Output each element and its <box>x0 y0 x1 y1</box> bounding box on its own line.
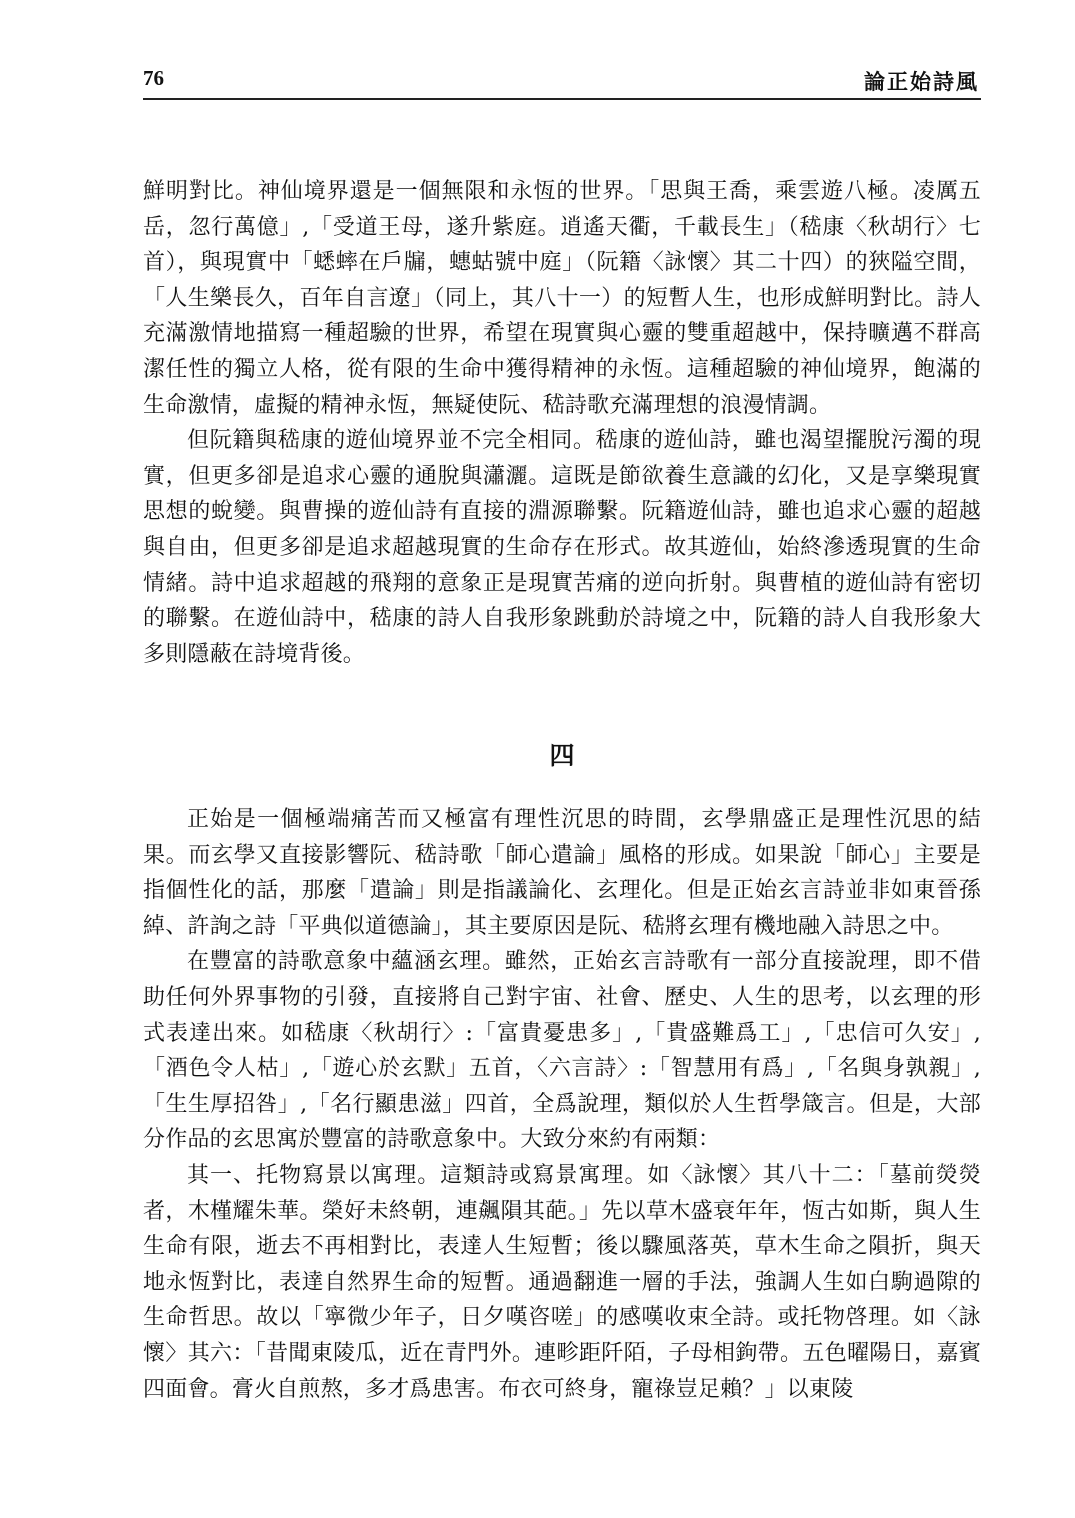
paragraph-4: 在豐富的詩歌意象中蘊涵玄理。雖然，正始玄言詩歌有一部分直接說理，即不借助任何外界事物的引發，直接將自己對宇宙、社會、歷史、人生的思考，以玄理的形式表達出來。如嵇康〈秋胡行〉:「富貴憂患多」,「貴盛難爲工」,「忠信可久安」,「酒色令人枯」,「遊心於玄默」五首，〈六言詩〉:「智慧用有爲」,「名與身孰親」,「生生厚招咎」,「名行顯患滋」四首，全爲說理，類似於人生哲學箴言。但是，大部分作品的玄思寓於豐富的詩歌意象中。大致分來約有兩類： <box>143 949 981 1153</box>
section-heading: 四 <box>549 741 575 770</box>
running-title: 論正始詩風 <box>864 69 979 94</box>
body-section-upper <box>143 174 981 672</box>
paragraph-3: 正始是一個極端痛苦而又極富有理性沉思的時間，玄學鼎盛正是理性沉思的結果。而玄學又直接影響阮、嵇詩歌「師心遣論」風格的形成。如果說「師心」主要是指個性化的話，那麼「遣論」則是指議論化、玄理化。但是正始玄言詩並非如東晉孫綽、許詢之詩「平典似道德論」，其主要原因是阮、嵇將玄理有機地融入詩思之中。 <box>143 807 981 939</box>
body-section-lower <box>143 802 981 1407</box>
paragraph-2: 但阮籍與嵇康的遊仙境界並不完全相同。嵇康的遊仙詩，雖也渴望擺脫污濁的現實，但更多卻是追求心靈的通脫與瀟灑。這既是節欲養生意識的幻化，又是享樂現實思想的蛻變。與曹操的遊仙詩有直接的淵源聯繫。阮籍遊仙詩，雖也追求心靈的超越與自由，但更多卻是追求超越現實的生命存在形式。故其遊仙，始終滲透現實的生命情緒。詩中追求超越的飛翔的意象正是現實苦痛的逆向折射。與曹植的遊仙詩有密切的聯繫。在遊仙詩中，嵇康的詩人自我形象跳動於詩境之中，阮籍的詩人自我形象大多則隱蔽在詩境背後。 <box>143 428 981 667</box>
page-header <box>143 64 981 100</box>
paragraph-5: 其一、托物寫景以寓理。這類詩或寫景寓理。如〈詠懷〉其八十二：「墓前熒熒者，木槿耀朱華。榮好未終朝，連飆隕其葩。」先以草木盛衰年年，恆古如斯，與人生生命有限，逝去不再相對比，表達人生短暫；後以驟風落英，草木生命之隕折，與天地永恆對比，表達自然界生命的短暫。通過翻進一層的手法，強調人生如白駒過隙的生命哲思。故以「寧微少年子，日夕嘆咨嗟」的感嘆收束全詩。或托物啓理。如〈詠懷〉其六：「昔聞東陵瓜，近在青門外。連畛距阡陌，子母相鉤帶。五色曜陽日，嘉賓四面會。膏火自煎熬，多才爲患害。布衣可終身，寵祿豈足賴？」以東陵 <box>143 1162 981 1402</box>
paragraph-1: 鮮明對比。神仙境界還是一個無限和永恆的世界。「思與王喬，乘雲遊八極。凌厲五岳，忽行萬億」,「受道王母，遂升紫庭。逍遙天衢，千載長生」（嵇康〈秋胡行〉七首），與現實中「蟋蟀在戶牖，蟪蛄號中庭」（阮籍〈詠懷〉其二十四）的狹隘空間，「人生樂長久，百年自言遼」（同上，其八十一）的短暫人生，也形成鮮明對比。詩人充滿激情地描寫一種超驗的世界，希望在現實與心靈的雙重超越中，保持曠邁不群高潔任性的獨立人格，從有限的生命中獲得精神的永恆。這種超驗的神仙境界，飽滿的生命激情，虛擬的精神永恆，無疑使阮、嵇詩歌充滿理想的浪漫情調。 <box>143 179 981 418</box>
page-number: 76 <box>143 66 164 90</box>
